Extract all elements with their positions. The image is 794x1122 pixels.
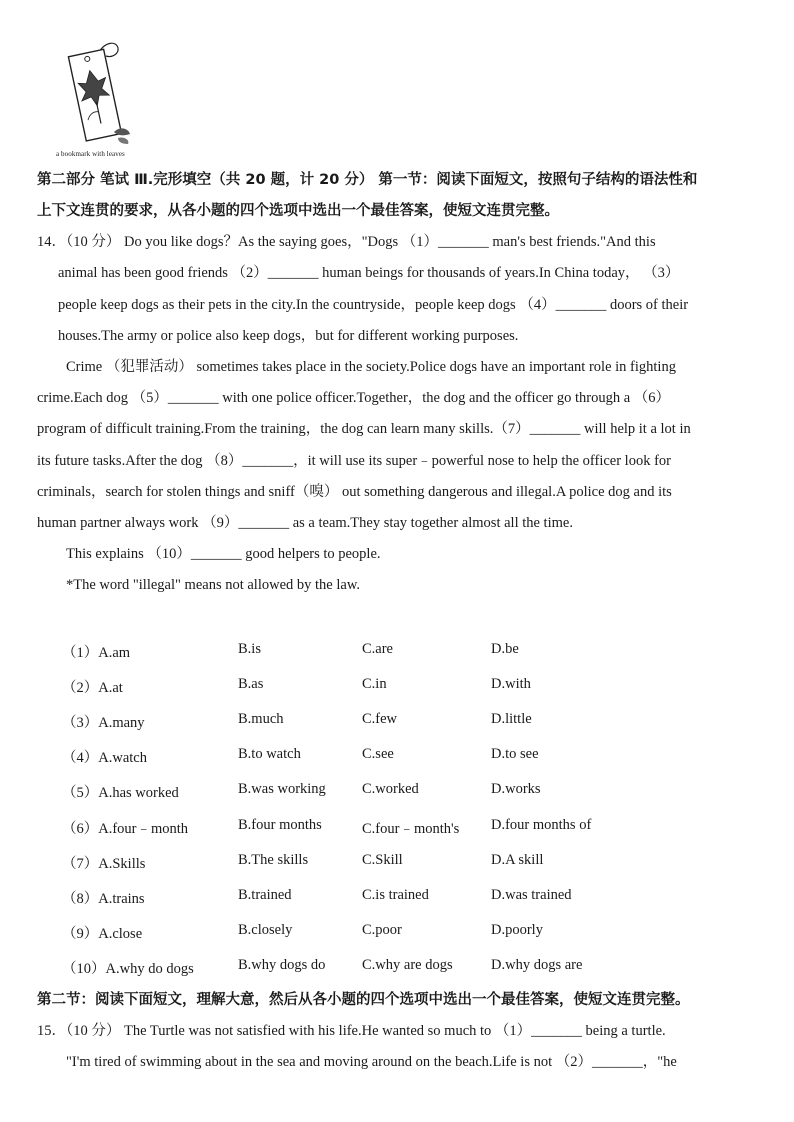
option-a: （4）A.watch [62, 750, 147, 766]
bookmark-figure [56, 40, 146, 160]
q14-options-row [0, 922, 794, 942]
option-b: B.much [238, 711, 284, 727]
q14-options-row [0, 746, 794, 766]
option-b: B.why dogs do [238, 957, 326, 973]
option-c: C.is trained [362, 887, 429, 903]
option-a: （7）A.Skills [62, 856, 146, 872]
option-a: （9）A.close [62, 926, 143, 942]
q14-line-4: houses.The army or police also keep dogs，but for different working purposes. [58, 328, 519, 344]
option-a: （5）A.has worked [62, 785, 179, 801]
option-a: （3）A.many [62, 715, 145, 731]
q14-options-row [0, 957, 794, 977]
option-d: D.why dogs are [491, 957, 583, 973]
q14-line-11: This explains （10）_______ good helpers to people. [66, 546, 381, 562]
option-c: C.poor [362, 922, 402, 938]
option-b: B.is [238, 641, 261, 657]
option-d: D.works [491, 781, 541, 797]
q14-options-row [0, 781, 794, 801]
option-d: D.poorly [491, 922, 543, 938]
option-b: B.to watch [238, 746, 301, 762]
q14-footnote: *The word "illegal" means not allowed by the law. [66, 577, 360, 593]
q14-options-row [0, 887, 794, 907]
section2-heading: 第二节：阅读下面短文，理解大意，然后从各小题的四个选项中选出一个最佳答案，使短文连贯完整。 [37, 992, 690, 1008]
figure-caption: a bookmark with leaves [56, 150, 125, 158]
option-b: B.trained [238, 887, 292, 903]
q14-options-row [0, 641, 794, 661]
q14-line-3: people keep dogs as their pets in the city.In the countryside，people keep dogs （4）_______ doors of their [58, 297, 689, 313]
option-c: C.are [362, 641, 393, 657]
q14-options-row [0, 852, 794, 872]
option-c: C.few [362, 711, 398, 727]
q15-line-2: "I'm tired of swimming about in the sea and moving around on the beach.Life is not （2）_______，"he [66, 1054, 677, 1070]
option-d: D.be [491, 641, 519, 657]
option-c: C.why are dogs [362, 957, 453, 973]
option-c: C.see [362, 746, 394, 762]
option-d: D.with [491, 676, 531, 692]
option-d: D.to see [491, 746, 539, 762]
bookmark-illustration [56, 40, 146, 150]
option-c: C.Skill [362, 852, 403, 868]
part2-heading-line1: 第二部分 笔试 Ⅲ.完形填空（共 20 题，计 20 分） 第一节：阅读下面短文，按照句子结构的语法性和 [37, 172, 698, 188]
option-a: （1）A.am [62, 645, 131, 661]
option-b: B.The skills [238, 852, 309, 868]
option-b: B.four months [238, 817, 322, 833]
part2-heading-line2: 上下文连贯的要求，从各小题的四个选项中选出一个最佳答案，使短文连贯完整。 [37, 203, 559, 219]
q14-line-1: 14．（10 分） Do you like dogs？As the saying goes，"Dogs （1）_______ man's best friends."And this [37, 234, 656, 250]
option-d: D.was trained [491, 887, 572, 903]
option-d: D.four months of [491, 817, 592, 833]
q14-line-2: animal has been good friends （2）_______ human beings for thousands of years.In China today， （3） [58, 265, 680, 281]
option-d: D.little [491, 711, 532, 727]
q14-line-6: crime.Each dog （5）_______ with one police officer.Together，the dog and the officer go through a （6） [37, 390, 671, 406]
q14-line-10: human partner always work （9）_______ as a team.They stay together almost all the time. [37, 515, 573, 531]
q14-options-row [0, 817, 794, 837]
q14-line-8: its future tasks.After the dog （8）_______，it will use its super﹣powerful nose to help the officer look for [37, 453, 671, 469]
option-a: （2）A.at [62, 680, 123, 696]
option-b: B.was working [238, 781, 326, 797]
option-a: （10）A.why do dogs [62, 961, 194, 977]
q14-options-row [0, 711, 794, 731]
q14-line-5: Crime （犯罪活动） sometimes takes place in the society.Police dogs have an important role in fighting [66, 359, 676, 375]
option-a: （6）A.four﹣month [62, 821, 189, 837]
q14-line-7: program of difficult training.From the training，the dog can learn many skills.（7）_______ will help it a lot in [37, 421, 691, 437]
option-a: （8）A.trains [62, 891, 145, 907]
option-b: B.as [238, 676, 264, 692]
option-c: C.four﹣month's [362, 821, 460, 837]
option-c: C.in [362, 676, 387, 692]
option-b: B.closely [238, 922, 293, 938]
option-c: C.worked [362, 781, 419, 797]
option-d: D.A skill [491, 852, 544, 868]
q14-line-9: criminals，search for stolen things and sniff（嗅） out something dangerous and illegal.A police dog and its [37, 484, 672, 500]
q14-options-row [0, 676, 794, 696]
q15-line-1: 15．（10 分） The Turtle was not satisfied with his life.He wanted so much to （1）_______ being a turtle. [37, 1023, 666, 1039]
